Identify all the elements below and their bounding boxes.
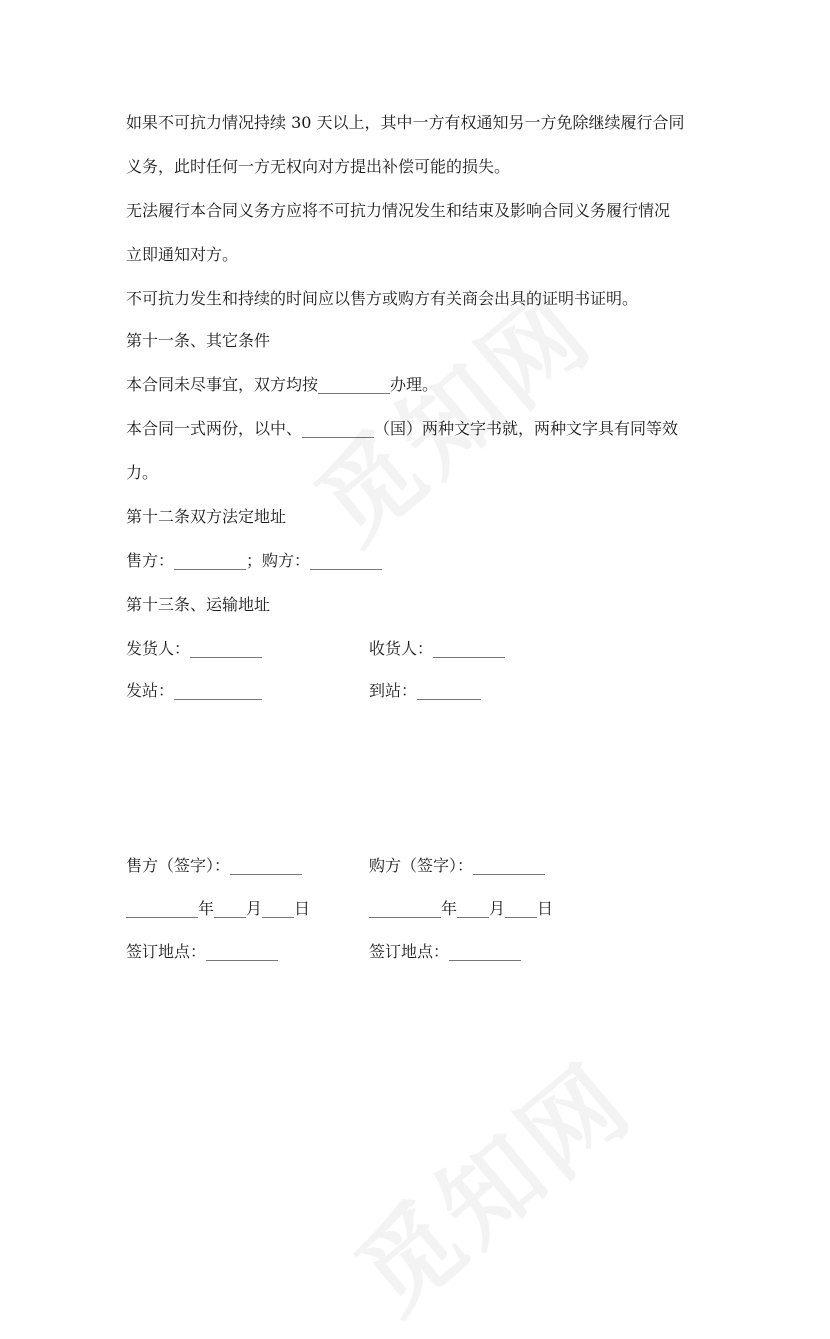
consignee-field: 收货人：_________ — [369, 639, 506, 658]
paragraph-notify-party-cont: 立即通知对方。 — [126, 245, 239, 264]
legal-addresses: 售方：_________；购方：_________ — [126, 551, 383, 570]
seller-signature-field: 售方（签字）：_________ — [126, 856, 303, 875]
paragraph-notify-party: 无法履行本合同义务方应将不可抗力情况发生和结束及影响合同义务履行情况 — [126, 201, 671, 220]
paragraph-unresolved-matters: 本合同未尽事宜，双方均按_________办理。 — [126, 375, 439, 394]
article-12-heading: 第十二条双方法定地址 — [126, 507, 287, 526]
article-11-heading: 第十一条、其它条件 — [126, 331, 271, 350]
paragraph-copies-languages-cont: 力。 — [126, 463, 159, 482]
paragraph-force-majeure-30-days-cont: 义务，此时任何一方无权向对方提出补偿可能的损失。 — [126, 157, 511, 176]
paragraph-proof-certificate: 不可抗力发生和持续的时间应以售方或购方有关商会出具的证明书证明。 — [126, 289, 639, 308]
buyer-signing-place-field: 签订地点：_________ — [369, 942, 522, 961]
buyer-signature-field: 购方（签字）：_________ — [369, 856, 546, 875]
buyer-date-field: _________年____月____日 — [369, 899, 554, 918]
article-13-heading: 第十三条、运输地址 — [126, 595, 271, 614]
to-station-field: 到站：________ — [369, 681, 482, 700]
watermark-bottom — [321, 1025, 657, 1339]
from-station-field: 发站：___________ — [126, 681, 263, 700]
paragraph-force-majeure-30-days: 如果不可抗力情况持续 30 天以上，其中一方有权通知另一方免除继续履行合同 — [126, 113, 685, 132]
seller-signing-place-field: 签订地点：_________ — [126, 942, 279, 961]
shipper-field: 发货人：_________ — [126, 639, 263, 658]
paragraph-copies-languages: 本合同一式两份，以中、_________（国）两种文字书就，两种文字具有同等效 — [126, 419, 679, 438]
seller-date-field: _________年____月____日 — [126, 899, 311, 918]
